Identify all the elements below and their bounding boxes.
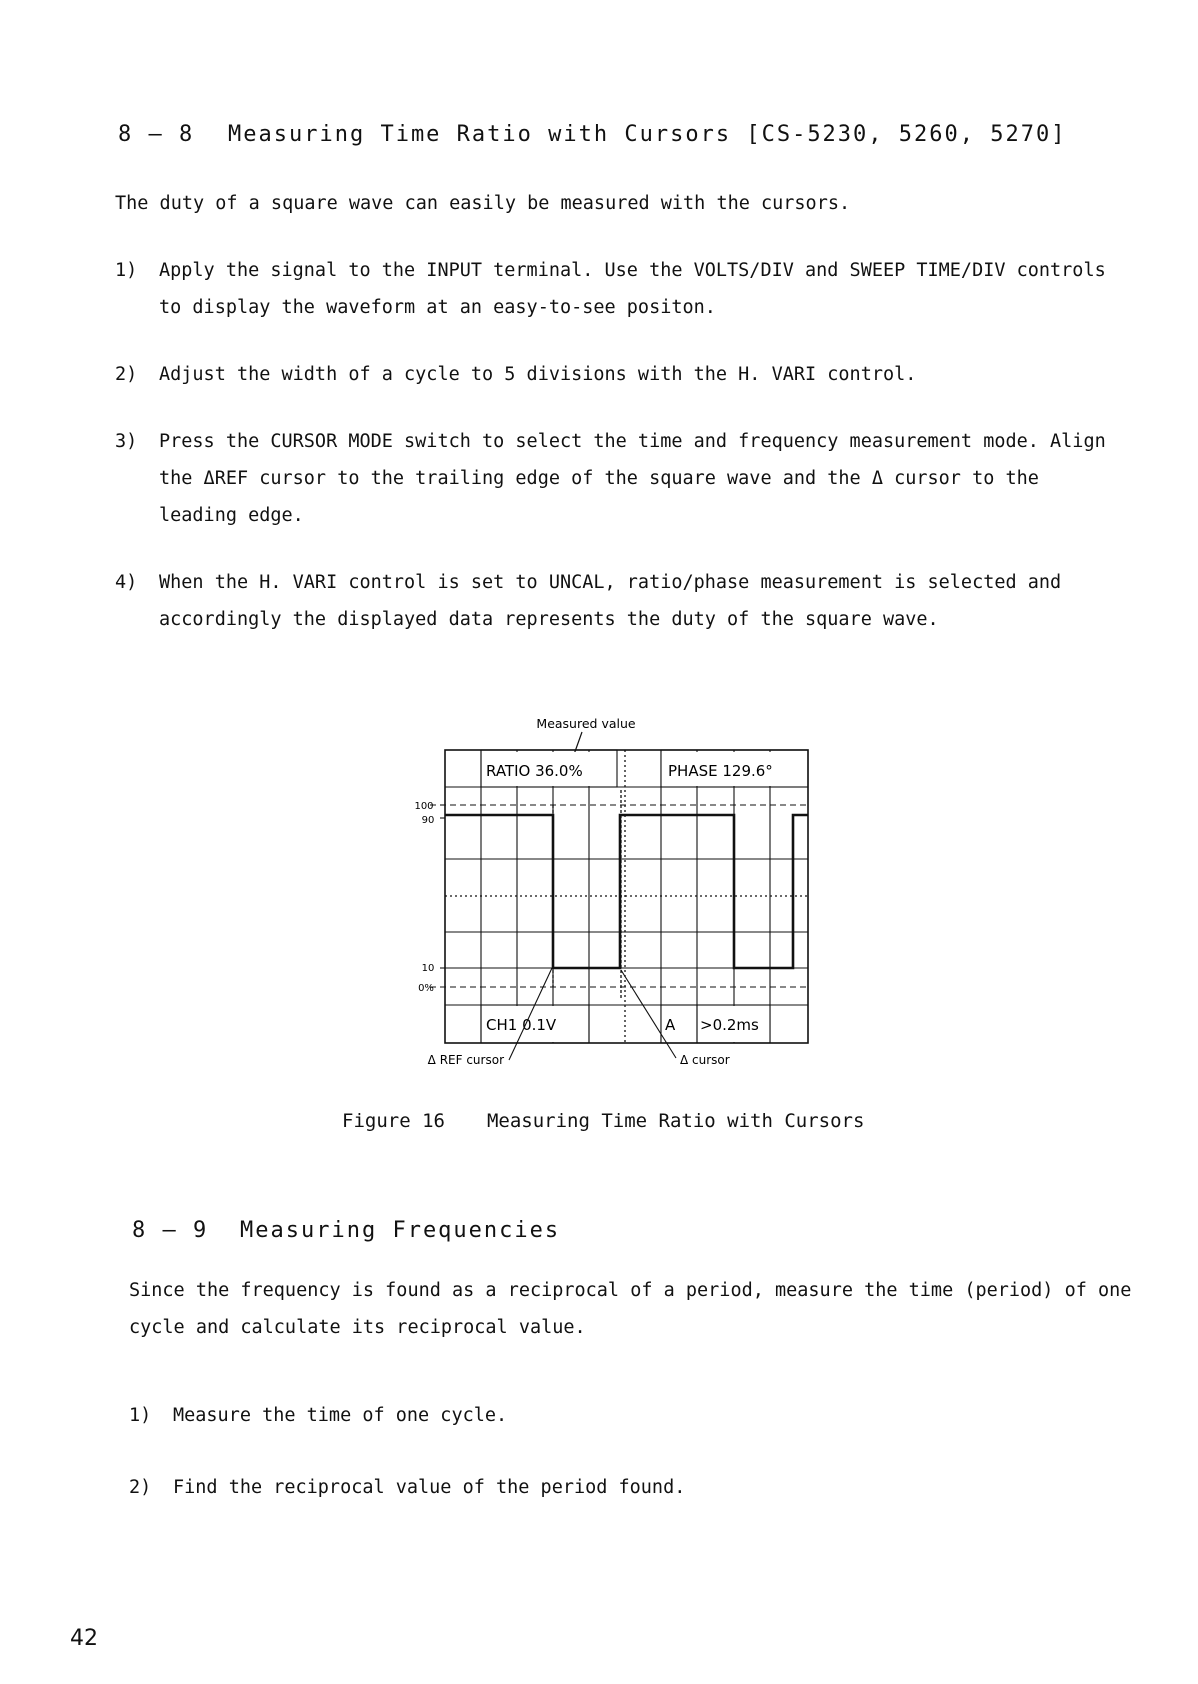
section-number: 8 — 9 [132,1218,209,1243]
caption-title: Measuring Time Ratio with Cursors [486,1110,865,1132]
step-label: 4) [115,572,138,593]
phase-readout: PHASE 129.6° [668,762,773,780]
caption-number: Figure 16 [342,1110,445,1132]
tick-label-0: 0% [418,983,434,994]
step-text-line: the ΔREF cursor to the trailing edge of the square wave and the Δ cursor to the [159,468,1039,489]
ref-cursor-label: Δ REF cursor [427,1053,504,1067]
intro-line: cycle and calculate its reciprocal value. [129,1317,586,1338]
step-item [129,1397,1029,1434]
section-title: Measuring Time Ratio with Cursors [CS-5230, 5260, 5270] [228,122,1067,147]
step-text-line: When the H. VARI control is set to UNCAL, ratio/phase measurement is selected and [159,572,1062,593]
step-text-line: Apply the signal to the INPUT terminal. Use the VOLTS/DIV and SWEEP TIME/DIV controls [159,260,1106,281]
step-item [115,423,1106,534]
ratio-readout: RATIO 36.0% [486,762,583,780]
time-readout: >0.2ms [700,1016,759,1034]
step-text-line: leading edge. [159,505,304,526]
step-text-line: Measure the time of one cycle. [173,1405,508,1426]
step-item [115,252,1106,326]
channel-readout: CH1 0.1V [486,1016,557,1034]
oscilloscope-figure [380,690,810,1067]
steps-8-9 [129,1397,1029,1506]
step-text-line: Press the CURSOR MODE switch to select the time and frequency measurement mode. Align [159,431,1106,452]
section-title: Measuring Frequencies [240,1218,561,1243]
step-item [129,1469,1029,1506]
a-label: A [665,1016,676,1034]
section-8-9-intro [129,1272,1131,1346]
intro-line: Since the frequency is found as a reciprocal of a period, measure the time (period) of one [129,1280,1132,1301]
steps-8-8 [115,252,1106,638]
measured-value-label: Measured value [536,716,636,731]
step-label: 2) [129,1477,152,1498]
tick-label-90: 90 [421,815,435,826]
step-text-line: Find the reciprocal value of the period found. [173,1477,686,1498]
section-8-9-heading [132,1218,560,1243]
tick-label-10: 10 [421,963,435,974]
step-label: 2) [115,364,138,385]
delta-cursor-label: Δ cursor [680,1053,730,1067]
step-text-line: Adjust the width of a cycle to 5 divisions with the H. VARI control. [159,364,917,385]
step-item [115,356,1055,393]
section-8-8-heading [118,122,1066,147]
step-text-line: to display the waveform at an easy-to-see positon. [159,297,716,318]
step-label: 1) [115,260,138,281]
section-number: 8 — 8 [118,122,195,147]
step-item [115,564,1062,638]
page-number: 42 [70,1626,98,1651]
tick-label-100: 100 [414,801,434,812]
step-label: 3) [115,431,138,452]
figure-caption [342,1110,864,1132]
step-text-line: accordingly the displayed data represents the duty of the square wave. [159,609,939,630]
square-waveform [445,815,808,968]
intro-paragraph: The duty of a square wave can easily be measured with the cursors. [115,193,851,214]
step-label: 1) [129,1405,152,1426]
